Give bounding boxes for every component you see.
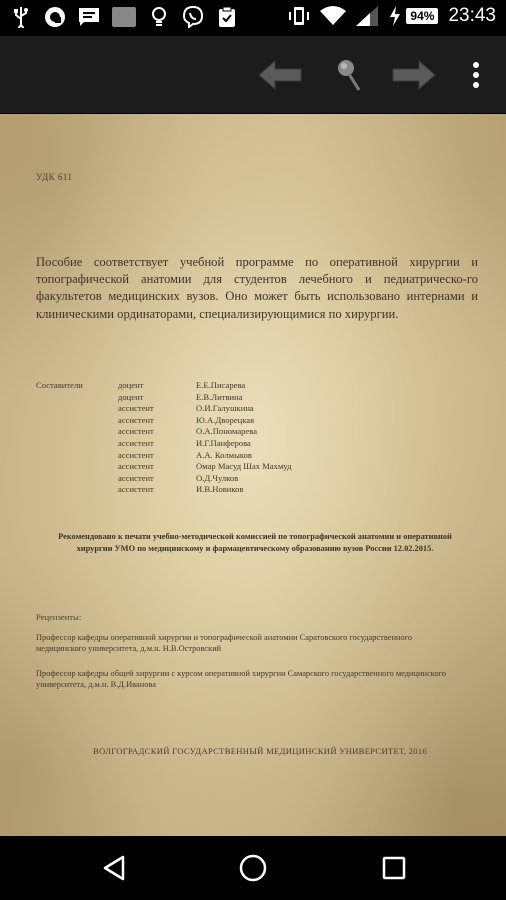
author-name: О.И.Галушкина bbox=[196, 403, 254, 414]
battery-indicator bbox=[388, 6, 438, 26]
author-name: О.Д.Чулков bbox=[196, 472, 239, 483]
author-role: ассистент bbox=[118, 426, 154, 437]
clock: 23:43 bbox=[448, 5, 496, 26]
author-name: А.А. Колмыков bbox=[196, 449, 252, 460]
battery-charging-icon bbox=[388, 6, 402, 26]
author-role: ассистент bbox=[118, 461, 154, 472]
author-name: Е.Е.Писарева bbox=[196, 380, 246, 390]
nav-back-button[interactable] bbox=[94, 850, 134, 886]
author-role: ассистент bbox=[118, 414, 154, 425]
wifi-icon bbox=[320, 5, 346, 27]
pin-icon bbox=[333, 57, 363, 93]
more-vert-icon bbox=[472, 61, 480, 89]
reviewer-entry: Профессор кафедры оперативной хирургии и топографической анатомии Саратовского государственного медицинского университета, д.м.н. Н.В.Островский bbox=[36, 633, 413, 653]
back-triangle-icon bbox=[101, 854, 127, 882]
author-name: Ю.А.Дворецкая bbox=[196, 414, 255, 425]
author-role: ассистент bbox=[118, 403, 154, 414]
author-role: ассистент bbox=[118, 438, 154, 448]
author-role: доцент bbox=[118, 380, 144, 390]
authors-label: Составители bbox=[36, 380, 83, 390]
navigation-bar bbox=[0, 836, 506, 900]
overflow-menu-button[interactable] bbox=[456, 52, 496, 98]
recents-square-icon bbox=[381, 855, 407, 881]
back-arrow-icon bbox=[257, 58, 303, 92]
app-circle-icon bbox=[44, 6, 66, 28]
reader-toolbar bbox=[0, 36, 506, 114]
clipboard-icon bbox=[216, 6, 238, 28]
udk-code: УДК 611 bbox=[36, 172, 73, 182]
lightbulb-icon bbox=[148, 6, 170, 28]
author-role: ассистент bbox=[118, 472, 154, 483]
back-button[interactable] bbox=[256, 52, 304, 98]
viber-icon bbox=[182, 6, 204, 28]
nav-recents-button[interactable] bbox=[374, 850, 414, 886]
home-circle-icon bbox=[238, 853, 268, 883]
publisher-line: ВОЛГОГРАДСКИЙ ГОСУДАРСТВЕННЫЙ МЕДИЦИНСКИЙ УНИВЕРСИТЕТ, 2016 bbox=[92, 746, 428, 756]
author-role: ассистент bbox=[118, 449, 154, 460]
author-name: Омар Масуд Шах Махмуд bbox=[196, 461, 292, 472]
bookmark-button[interactable] bbox=[324, 52, 372, 98]
status-bar bbox=[0, 0, 506, 36]
author-name: О.А.Пономарева bbox=[196, 426, 258, 437]
vibrate-icon bbox=[288, 5, 310, 27]
ebay-icon bbox=[112, 6, 136, 28]
author-role: ассистент bbox=[118, 484, 154, 495]
usb-icon bbox=[10, 6, 32, 28]
signal-icon bbox=[356, 5, 378, 27]
document-page[interactable] bbox=[0, 114, 506, 836]
author-role: доцент bbox=[118, 391, 144, 402]
intro-paragraph: Пособие соответствует учебной программе по оперативной хирургии и топографической анатомии для студентов лечебного и педиатрическо-го факультетов медицинских вузов. Оно может быть использовано интернами и клиническими ординаторами, специализирующимися по хирургии. bbox=[36, 255, 478, 321]
message-icon bbox=[78, 6, 100, 28]
recommendation-note: Рекомендовано к печати учебно-методической комиссией по топографической анатомии и оперативной хирургии УМО по медицинскому и фармацевтическому образованию вузов России 12.02.2015. bbox=[58, 532, 452, 553]
forward-button[interactable] bbox=[390, 52, 438, 98]
author-name: Е.В.Литвина bbox=[196, 391, 243, 402]
reviewers-label: Рецензенты: bbox=[36, 612, 82, 622]
author-name: И.В.Новиков bbox=[196, 484, 244, 495]
forward-arrow-icon bbox=[391, 58, 437, 92]
battery-percent: 94% bbox=[406, 8, 438, 24]
nav-home-button[interactable] bbox=[233, 850, 273, 886]
reviewer-entry: Профессор кафедры общей хирургии с курсом оперативной хирургии Самарского государственного медицинского университета, д.м.н. В.Д.Иванова bbox=[36, 669, 446, 689]
author-name: И.Г.Панферова bbox=[196, 438, 251, 448]
